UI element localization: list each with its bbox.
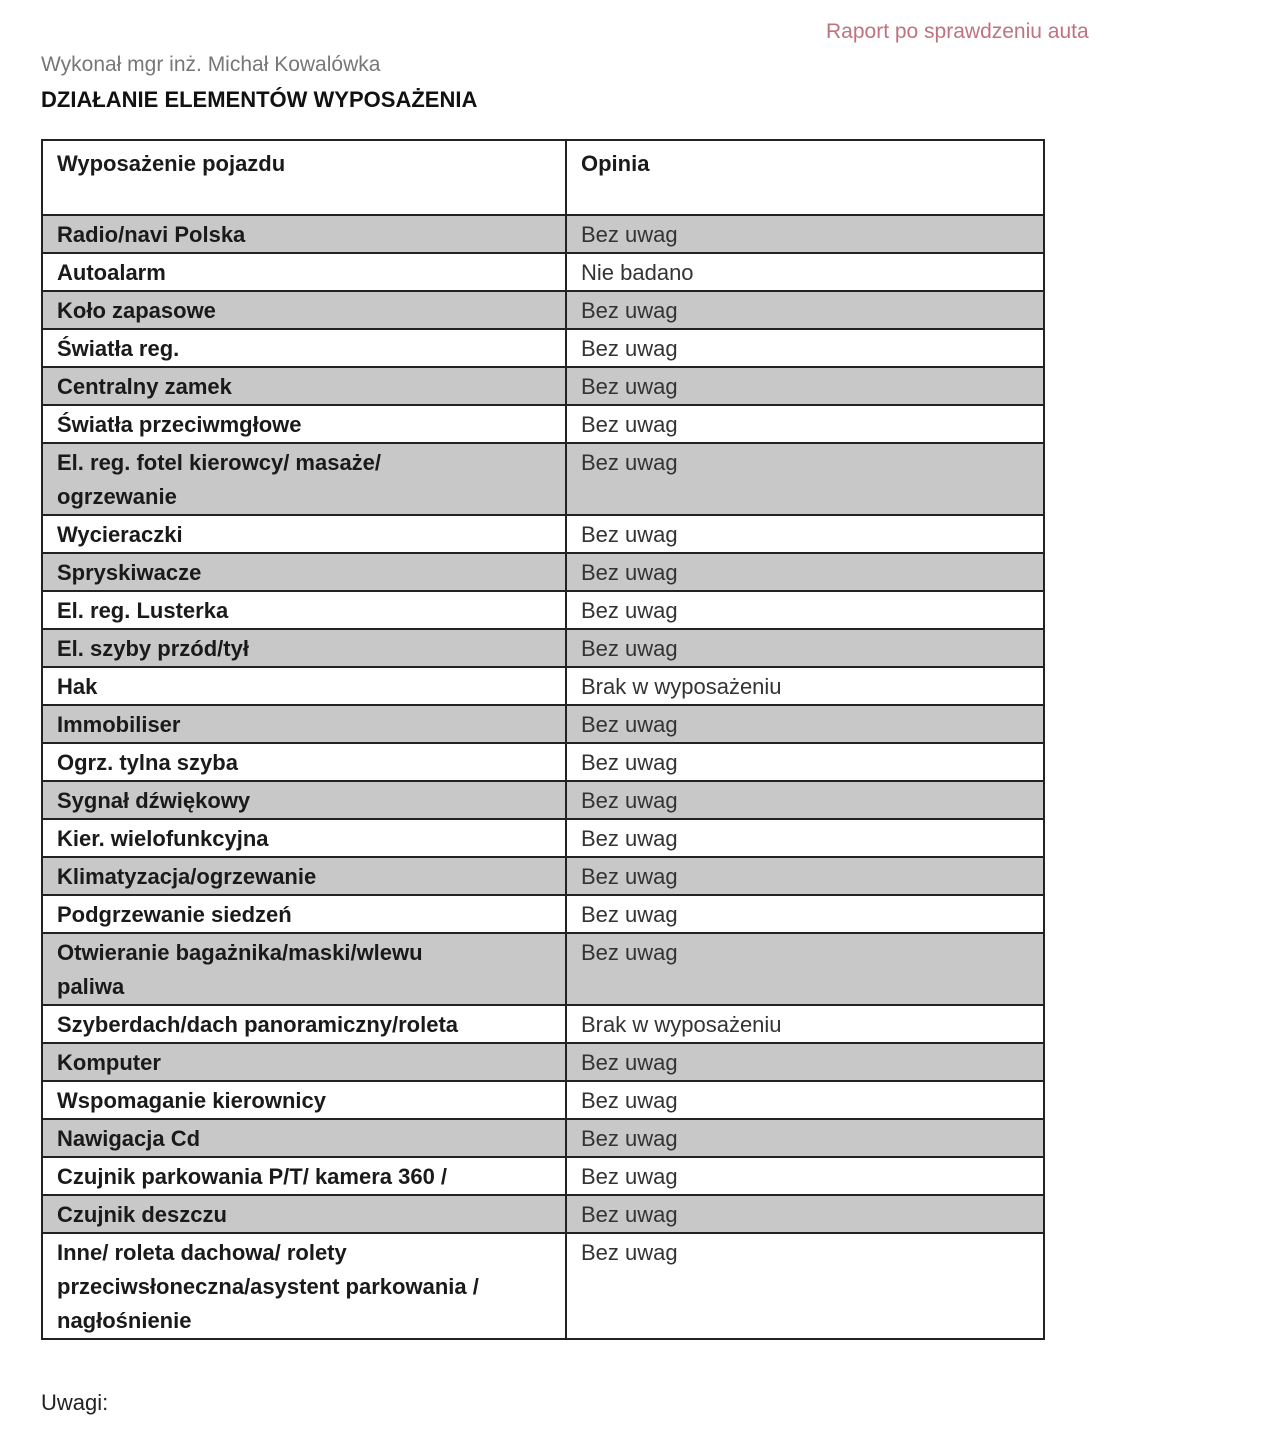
table-row	[42, 215, 1044, 253]
table-row	[42, 629, 1044, 667]
equipment-cell: Czujnik parkowania P/T/ kamera 360 /	[42, 1157, 566, 1195]
opinion-cell: Bez uwag	[566, 443, 1044, 515]
equipment-cell: El. reg. Lusterka	[42, 591, 566, 629]
equipment-cell: Wspomaganie kierownicy	[42, 1081, 566, 1119]
opinion-cell: Brak w wyposażeniu	[566, 1005, 1044, 1043]
table-row	[42, 705, 1044, 743]
equipment-cell: El. reg. fotel kierowcy/ masaże/ ogrzewanie	[42, 443, 566, 515]
equipment-cell: Otwieranie bagażnika/maski/wlewu paliwa	[42, 933, 566, 1005]
table-row	[42, 405, 1044, 443]
table-row	[42, 895, 1044, 933]
equipment-cell: Immobiliser	[42, 705, 566, 743]
opinion-cell: Bez uwag	[566, 367, 1044, 405]
opinion-cell: Bez uwag	[566, 215, 1044, 253]
opinion-cell: Bez uwag	[566, 291, 1044, 329]
equipment-cell: Sygnał dźwiękowy	[42, 781, 566, 819]
table-row	[42, 291, 1044, 329]
opinion-cell: Bez uwag	[566, 1195, 1044, 1233]
table-row	[42, 1081, 1044, 1119]
opinion-cell: Bez uwag	[566, 933, 1044, 1005]
equipment-cell: Komputer	[42, 1043, 566, 1081]
equipment-cell: El. szyby przód/tył	[42, 629, 566, 667]
table-row	[42, 1233, 1044, 1339]
table-header-row	[42, 140, 1044, 215]
opinion-cell: Bez uwag	[566, 857, 1044, 895]
opinion-cell: Bez uwag	[566, 1081, 1044, 1119]
report-label: Raport po sprawdzeniu auta	[826, 20, 1089, 43]
opinion-cell: Bez uwag	[566, 591, 1044, 629]
equipment-cell: Hak	[42, 667, 566, 705]
table-row	[42, 515, 1044, 553]
table-row	[42, 1195, 1044, 1233]
equipment-cell: Czujnik deszczu	[42, 1195, 566, 1233]
table-row	[42, 667, 1044, 705]
author-line: Wykonał mgr inż. Michał Kowalówka	[41, 53, 381, 76]
equipment-cell: Światła przeciwmgłowe	[42, 405, 566, 443]
table-row	[42, 1157, 1044, 1195]
opinion-cell: Bez uwag	[566, 1119, 1044, 1157]
column-header-equipment: Wyposażenie pojazdu	[42, 140, 566, 215]
equipment-cell: Inne/ roleta dachowa/ rolety przeciwsłoneczna/asystent parkowania / nagłośnienie	[42, 1233, 566, 1339]
opinion-cell: Bez uwag	[566, 781, 1044, 819]
table-row	[42, 367, 1044, 405]
equipment-cell: Szyberdach/dach panoramiczny/roleta	[42, 1005, 566, 1043]
equipment-cell: Światła reg.	[42, 329, 566, 367]
equipment-cell: Klimatyzacja/ogrzewanie	[42, 857, 566, 895]
table-row	[42, 1005, 1044, 1043]
table-row	[42, 743, 1044, 781]
opinion-cell: Bez uwag	[566, 743, 1044, 781]
table-row	[42, 591, 1044, 629]
opinion-cell: Bez uwag	[566, 629, 1044, 667]
table-row	[42, 1043, 1044, 1081]
opinion-cell: Bez uwag	[566, 1043, 1044, 1081]
opinion-cell: Bez uwag	[566, 1157, 1044, 1195]
equipment-cell: Autoalarm	[42, 253, 566, 291]
opinion-cell: Bez uwag	[566, 819, 1044, 857]
column-header-opinion: Opinia	[566, 140, 1044, 215]
table-row	[42, 443, 1044, 515]
equipment-cell: Podgrzewanie siedzeń	[42, 895, 566, 933]
equipment-cell: Kier. wielofunkcyjna	[42, 819, 566, 857]
table-row	[42, 253, 1044, 291]
table-row	[42, 933, 1044, 1005]
table-row	[42, 857, 1044, 895]
equipment-cell: Wycieraczki	[42, 515, 566, 553]
table-row	[42, 781, 1044, 819]
equipment-cell: Nawigacja Cd	[42, 1119, 566, 1157]
table-row	[42, 1119, 1044, 1157]
table-row	[42, 553, 1044, 591]
equipment-cell: Radio/navi Polska	[42, 215, 566, 253]
opinion-cell: Bez uwag	[566, 705, 1044, 743]
equipment-cell: Ogrz. tylna szyba	[42, 743, 566, 781]
opinion-cell: Bez uwag	[566, 895, 1044, 933]
table-row	[42, 819, 1044, 857]
table-row	[42, 329, 1044, 367]
opinion-cell: Nie badano	[566, 253, 1044, 291]
opinion-cell: Brak w wyposażeniu	[566, 667, 1044, 705]
notes-label: Uwagi:	[41, 1390, 109, 1415]
opinion-cell: Bez uwag	[566, 405, 1044, 443]
opinion-cell: Bez uwag	[566, 553, 1044, 591]
opinion-cell: Bez uwag	[566, 515, 1044, 553]
equipment-cell: Koło zapasowe	[42, 291, 566, 329]
equipment-cell: Spryskiwacze	[42, 553, 566, 591]
equipment-table	[41, 139, 1045, 1340]
opinion-cell: Bez uwag	[566, 329, 1044, 367]
opinion-cell: Bez uwag	[566, 1233, 1044, 1339]
section-title: DZIAŁANIE ELEMENTÓW WYPOSAŻENIA	[41, 87, 478, 112]
equipment-cell: Centralny zamek	[42, 367, 566, 405]
